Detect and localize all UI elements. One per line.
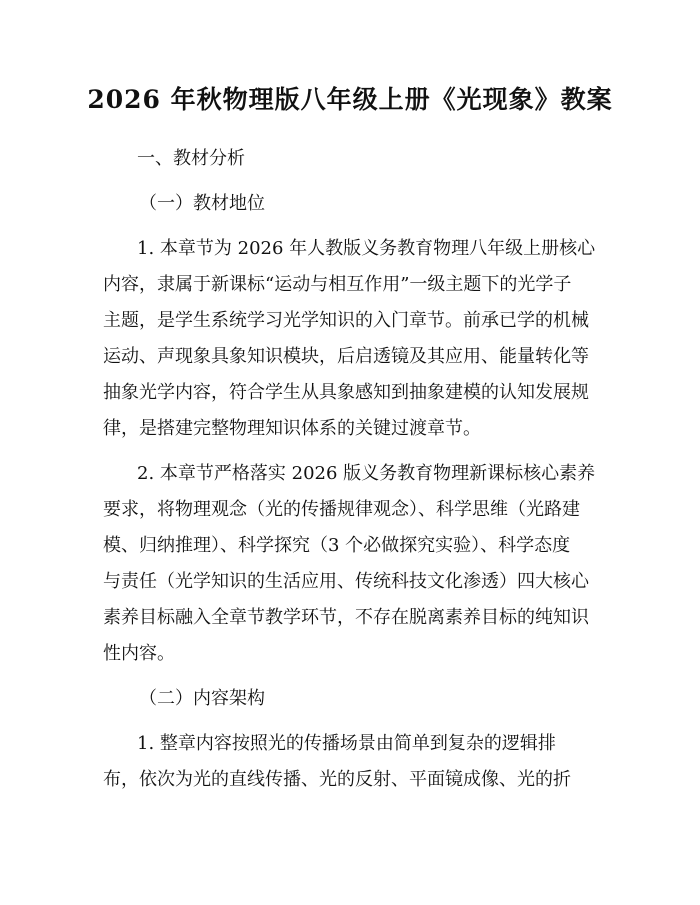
section-heading-textbook-analysis: 一、教材分析 xyxy=(137,148,245,169)
paragraph-3-line: 1. 整章内容按照光的传播场景由简单到复杂的逻辑排 xyxy=(137,733,556,754)
paragraph-2-line: 要求，将物理观念（光的传播规律观念）、科学思维（光路建 xyxy=(103,499,580,520)
document-title: 2026 年秋物理版八年级上册《光现象》教案 xyxy=(87,85,613,114)
paragraph-3-line: 布，依次为光的直线传播、光的反射、平面镜成像、光的折 xyxy=(103,769,571,790)
paragraph-1-line: 1. 本章节为 2026 年人教版义务教育物理八年级上册核心 xyxy=(137,238,596,259)
paragraph-1-line: 内容，隶属于新课标“运动与相互作用”一级主题下的光学子 xyxy=(103,274,572,295)
paragraph-2-line: 模、归纳推理）、科学探究（3 个必做探究实验）、科学态度 xyxy=(103,535,571,556)
paragraph-1-line: 律，是搭建完整物理知识体系的关键过渡章节。 xyxy=(103,418,481,439)
paragraph-2-line: 2. 本章节严格落实 2026 版义务教育物理新课标核心素养 xyxy=(137,463,596,484)
paragraph-2-line: 与责任（光学知识的生活应用、传统科技文化渗透）四大核心 xyxy=(103,571,589,592)
paragraph-1-line: 运动、声现象具象知识模块，后启透镜及其应用、能量转化等 xyxy=(103,346,589,367)
paragraph-1-line: 主题，是学生系统学习光学知识的入门章节。前承已学的机械 xyxy=(103,310,589,331)
subsection-heading-textbook-position: （一）教材地位 xyxy=(139,193,265,214)
paragraph-2-line: 素养目标融入全章节教学环节，不存在脱离素养目标的纯知识 xyxy=(103,607,589,628)
paragraph-1-line: 抽象光学内容，符合学生从具象感知到抽象建模的认知发展规 xyxy=(103,382,589,403)
subsection-heading-content-structure: （二）内容架构 xyxy=(139,688,265,709)
paragraph-2-line: 性内容。 xyxy=(103,643,175,664)
